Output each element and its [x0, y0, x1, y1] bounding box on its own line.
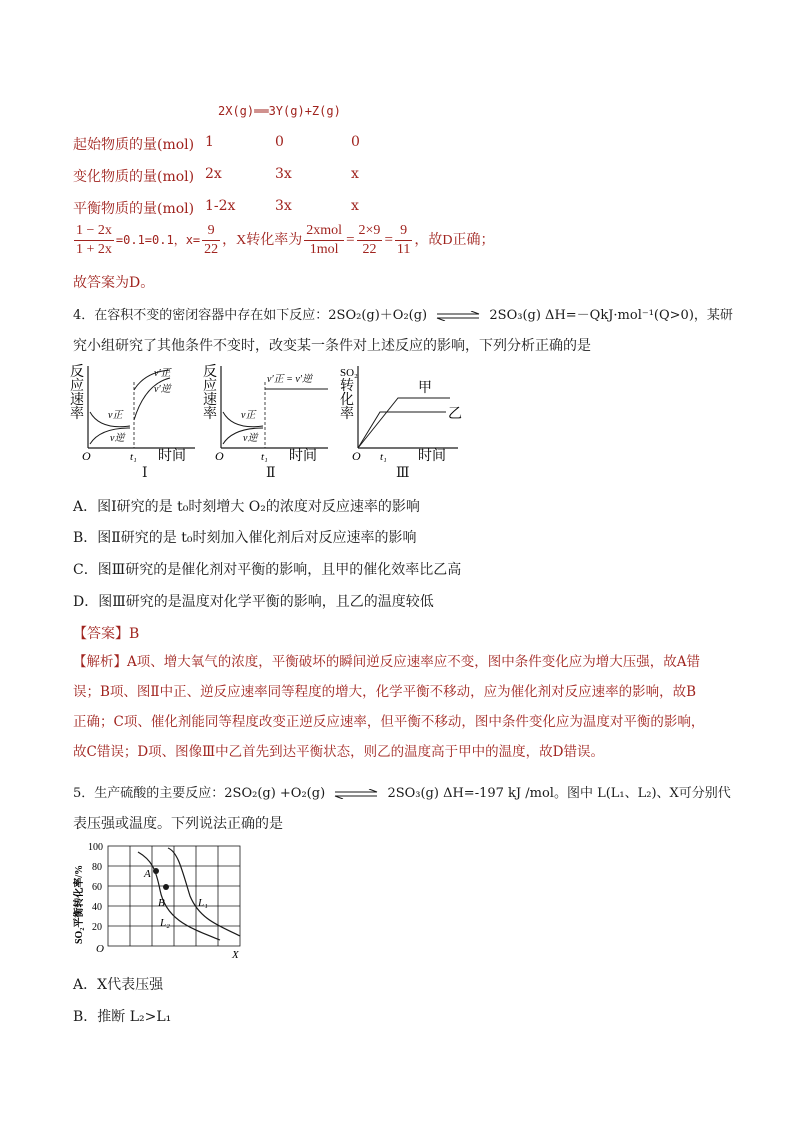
- v-equal-label: v′正 = v′逆: [267, 374, 312, 385]
- point-b: [163, 884, 169, 890]
- analysis-line: 正确；C项、催化剂能同等程度改变正逆反应速率，但平衡不移动，图中条件变化应为温度对平衡的影响，: [73, 714, 705, 730]
- calc-text: =: [346, 231, 355, 248]
- y-axis-char: 速: [203, 393, 217, 408]
- point-a: [153, 868, 159, 874]
- q4-option-a: A．图Ⅰ研究的是 t₀时刻增大 O₂的浓度对反应速率的影响: [73, 499, 420, 515]
- table-cell: 1-2x: [205, 198, 236, 214]
- origin-label: O: [352, 449, 361, 462]
- reaction-equation: 2X(g)══3Y(g)+Z(g): [218, 104, 341, 118]
- q4-graph-2: [203, 362, 333, 462]
- x-axis-label: 时间: [418, 449, 446, 462]
- q4-stem-line1: [73, 304, 733, 323]
- calc-text: =: [384, 231, 393, 248]
- q4-graph-1: [70, 362, 200, 462]
- origin-label: O: [215, 449, 224, 462]
- y-axis-char: 率: [203, 407, 217, 422]
- q4-stem-a: 4．在容积不变的密闭容器中存在如下反应：2SO₂(g)＋O₂(g): [73, 308, 428, 323]
- equilibrium-arrow-icon: [333, 789, 379, 799]
- q5-stem-line2: 表压强或温度。下列说法正确的是: [73, 816, 283, 832]
- q4-answer: 【答案】B: [73, 626, 140, 642]
- fraction-denominator: 22: [362, 242, 377, 257]
- y-tick: 40: [92, 902, 102, 913]
- y-axis-char: SO₂: [340, 367, 358, 379]
- y-tick: 100: [88, 842, 103, 853]
- q4-stem-line2: 究小组研究了其他条件不变时，改变某一条件对上述反应的影响，下列分析正确的是: [73, 338, 591, 354]
- y-tick: 20: [92, 922, 102, 933]
- point-b-label: B: [158, 897, 165, 909]
- fraction-denominator: 1mol: [309, 242, 339, 257]
- t1-label: t₁: [380, 451, 387, 462]
- y-axis-char: 反: [203, 365, 217, 380]
- fraction-numerator: 2×9: [357, 222, 383, 241]
- table-cell: 3x: [275, 166, 292, 182]
- y-tick: 80: [92, 862, 102, 873]
- equilibrium-arrow-icon: [435, 311, 481, 321]
- q5-option-a: A．X代表压强: [73, 977, 164, 993]
- q4-option-d: D．图Ⅲ研究的是温度对化学平衡的影响，且乙的温度较低: [73, 594, 434, 610]
- q5-stem-a: 5．生产硫酸的主要反应：2SO₂(g) +O₂(g): [73, 786, 326, 801]
- v-forward-label: v正: [108, 410, 123, 421]
- point-a-label: A: [144, 868, 151, 880]
- table-cell: 2x: [205, 166, 222, 182]
- graph-1-numeral: Ⅰ: [142, 465, 148, 481]
- y-axis-char: 化: [340, 393, 354, 408]
- v-reverse-2-label: v′逆: [154, 384, 171, 395]
- yi-label: 乙: [448, 407, 462, 422]
- v-reverse-label: v逆: [110, 433, 125, 444]
- table-cell: 1: [205, 134, 214, 150]
- analysis-line: 故C错误；D项、图像Ⅲ中乙首先到达平衡状态，则乙的温度高于甲中的温度，故D错误。: [73, 744, 604, 760]
- y-axis-char: 转: [340, 379, 354, 394]
- v-forward-2-label: v′正: [154, 368, 171, 379]
- jia-label: 甲: [418, 381, 432, 396]
- q5-stem-b: 2SO₃(g) ΔH=-197 kJ /mol。图中 L(L₁、L₂)、X可分别代: [387, 786, 731, 801]
- calc-text: ，故D正确；: [414, 232, 495, 248]
- calculation-line: [72, 222, 495, 259]
- q4-stem-b: 2SO₃(g) ΔH=－QkJ·mol⁻¹(Q>0)，某研: [489, 308, 733, 323]
- calc-text: =0.1=0.1，x=: [115, 232, 201, 247]
- fraction-numerator: 9: [202, 222, 220, 241]
- origin-label: O: [82, 449, 91, 462]
- x-axis-label: 时间: [289, 449, 317, 462]
- fraction-denominator: 11: [396, 242, 411, 257]
- fraction-denominator: 1 + 2x: [76, 242, 112, 257]
- y-axis-char: 率: [340, 407, 354, 422]
- t1-label: t₁: [130, 451, 137, 462]
- fraction-numerator: 2xmol: [304, 222, 344, 241]
- fraction-numerator: 9: [395, 222, 412, 241]
- table-row-label: 起始物质的量(mol): [73, 137, 195, 153]
- x-axis-label: 时间: [158, 449, 186, 462]
- y-axis-char: 反: [70, 365, 84, 380]
- analysis-line: 误；B项、图Ⅱ中正、逆反应速率同等程度的增大，化学平衡不移动，应为催化剂对反应速率的影响，故B: [73, 684, 697, 700]
- table-cell: 0: [275, 134, 284, 150]
- table-cell: x: [351, 166, 359, 182]
- analysis-line: 【解析】A项、增大氧气的浓度，平衡破坏的瞬间逆反应速率应不变，图中条件变化应为增大压强，故A错: [73, 654, 700, 670]
- curve-l2-label: L₂: [160, 917, 170, 929]
- q5-option-b: B．推断 L₂>L₁: [73, 1009, 172, 1025]
- curve-yi: [358, 412, 446, 448]
- curve-jia: [358, 398, 450, 448]
- y-axis-char: 率: [70, 407, 84, 422]
- y-axis-char: 应: [70, 379, 84, 394]
- y-axis-char: 应: [203, 379, 217, 394]
- graph-3-numeral: Ⅲ: [396, 465, 410, 481]
- q4-option-c: C．图Ⅲ研究的是催化剂对平衡的影响，且甲的催化效率比乙高: [73, 562, 462, 578]
- y-tick: 60: [92, 882, 102, 893]
- v-forward-label: v正: [241, 410, 256, 421]
- y-axis-char: 速: [70, 393, 84, 408]
- q4-analysis: [73, 647, 704, 767]
- q5-stem-line1: [73, 782, 731, 801]
- graph-2-numeral: Ⅱ: [266, 465, 276, 481]
- t1-label: t₁: [261, 451, 268, 462]
- q4-option-b: B．图Ⅱ研究的是 t₀时刻加入催化剂后对反应速率的影响: [73, 530, 417, 546]
- q4-graph-3: [340, 362, 465, 462]
- table-cell: 3x: [275, 198, 292, 214]
- x-axis-label: X: [232, 949, 239, 960]
- answer-line: 故答案为D。: [73, 275, 155, 291]
- curve-l1: [168, 848, 240, 936]
- origin-label: O: [96, 943, 104, 955]
- curve-l2: [138, 852, 220, 940]
- table-row-label: 变化物质的量(mol): [73, 169, 195, 185]
- q5-graph: [70, 840, 250, 960]
- curve-l1-label: L₁: [198, 897, 208, 909]
- y-axis-label: SO₂平衡转化率/%: [74, 864, 85, 944]
- table-cell: 0: [351, 134, 360, 150]
- table-row-label: 平衡物质的量(mol): [73, 201, 195, 217]
- calc-text: ，X转化率为: [222, 232, 303, 248]
- table-cell: x: [351, 198, 359, 214]
- fraction-numerator: 1 − 2x: [74, 222, 114, 241]
- v-reverse-label: v逆: [243, 433, 258, 444]
- fraction-denominator: 22: [204, 242, 219, 257]
